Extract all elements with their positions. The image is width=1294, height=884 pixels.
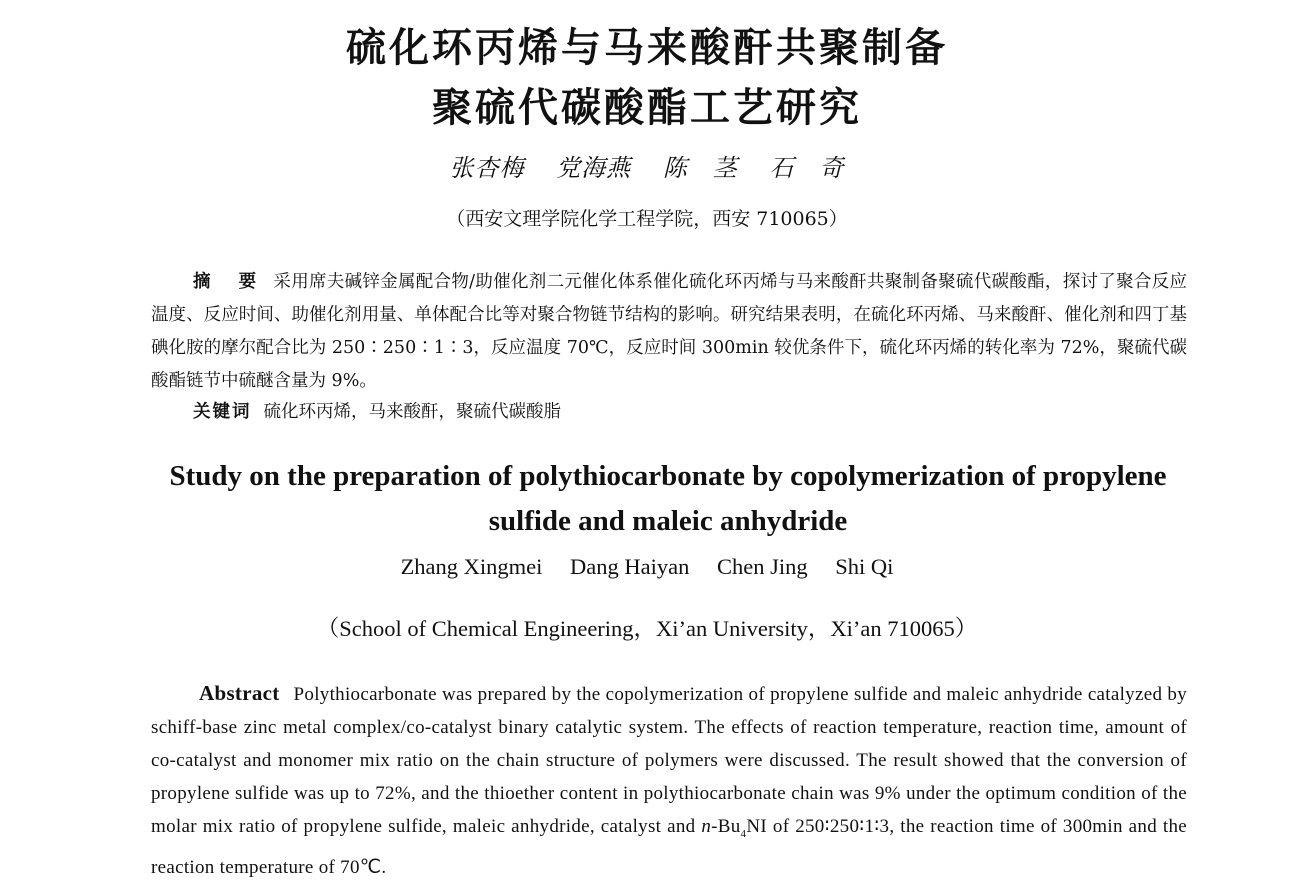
reagent-name: -Bu (711, 816, 741, 837)
chinese-title-line-1: 硫化环丙烯与马来酸酐共聚制备 (346, 25, 948, 71)
english-abstract-text: Polythiocarbonate was prepared by the copolymerization of propylene sulfide and maleic anhydride catalyzed by schiff-base zinc metal complex/co-catalyst binary catalytic system. The effects of reaction temperature, reaction time, amount of co-catalyst and monomer mix ratio on the chain structure of polymers were discussed. The result showed that the conversion of propylene sulfide was up to 72%, and the thioether content in polythiocarbonate chain was 9% under the optimum condition of the molar mix ratio of propylene sulfide, maleic anhydride, catalyst and (151, 684, 1187, 837)
chinese-authors (0, 156, 1294, 180)
english-author: Zhang Xingmei (400, 554, 543, 579)
chinese-keywords-text: 硫化环丙烯，马来酸酐，聚硫代碳酸脂 (263, 402, 561, 422)
chinese-keywords-label: 关键词 (193, 402, 252, 422)
chinese-author: 党海燕 (556, 154, 632, 182)
english-abstract (151, 677, 1187, 884)
english-author: Chen Jing (717, 554, 808, 579)
english-abstract-label: Abstract (199, 681, 280, 705)
english-author: Shi Qi (835, 554, 894, 579)
chinese-abstract-text: 采用席夫碱锌金属配合物/助催化剂二元催化体系催化硫化环丙烯与马来酸酐共聚制备聚硫代碳酸酯，探讨了聚合反应温度、反应时间、助催化剂用量、单体配合比等对聚合物链节结构的影响。研究结果表明，在硫化环丙烯、马来酸酐、催化剂和四丁基碘化胺的摩尔配合比为 250∶250∶1∶3，反应温度 70℃，反应时间 300min 较优条件下，硫化环丙烯的转化率为 72%，聚硫代碳酸酯链节中硫醚含量为 9%。 (151, 272, 1187, 391)
reagent-suffix: NI (746, 816, 768, 837)
reagent-prefix: n (701, 816, 712, 837)
english-affiliation: （School of Chemical Engineering，Xi’an University，Xi’an 710065） (316, 616, 978, 641)
chinese-title-line-2: 聚硫代碳酸酯工艺研究 (432, 85, 862, 131)
chinese-abstract (151, 266, 1187, 398)
chinese-keywords (151, 398, 1187, 426)
chinese-author: 石 奇 (769, 154, 845, 182)
chinese-author: 张杏梅 (449, 154, 525, 182)
chinese-abstract-label: 摘 要 (193, 272, 262, 292)
english-title: Study on the preparation of polythiocarbonate by copolymerization of propylene sulfide and maleic anhydride (169, 460, 1167, 537)
english-authors (0, 556, 1294, 579)
chinese-author: 陈 茎 (662, 154, 738, 182)
english-author: Dang Haiyan (570, 554, 690, 579)
reagent-subscript: 4 (740, 827, 747, 840)
english-abstract-text-end: of 250∶250∶1∶3, the reaction time of 300min and the reaction temperature of 70℃. (151, 816, 1187, 878)
chinese-affiliation: （西安文理学院化学工程学院，西安 710065） (446, 208, 848, 230)
